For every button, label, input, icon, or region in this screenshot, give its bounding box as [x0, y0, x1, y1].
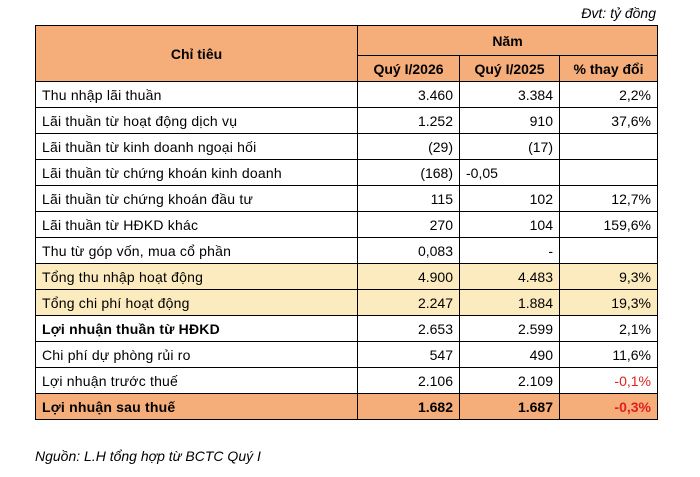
table-row: [36, 238, 658, 264]
header-q2026: Quý I/2026: [358, 56, 460, 82]
value-q2026: 0,083: [358, 238, 460, 264]
table-row: [36, 316, 658, 342]
table-row-highlight: [36, 264, 658, 290]
row-label: Thu nhập lãi thuần: [36, 82, 358, 108]
row-label: Tổng chi phí hoạt động: [36, 290, 358, 316]
value-q2025: 910: [460, 108, 560, 134]
value-q2025: 102: [460, 186, 560, 212]
value-change: 159,6%: [560, 212, 658, 238]
header-year-group: Năm: [358, 26, 658, 56]
table-row: [36, 108, 658, 134]
header-change: % thay đổi: [560, 56, 658, 82]
value-q2026: 3.460: [358, 82, 460, 108]
value-q2025: 104: [460, 212, 560, 238]
value-change: 37,6%: [560, 108, 658, 134]
table-row: [36, 342, 658, 368]
value-change: 2,1%: [560, 316, 658, 342]
value-q2025: 3.384: [460, 82, 560, 108]
value-q2025: 2.109: [460, 368, 560, 394]
value-change: 12,7%: [560, 186, 658, 212]
table-row: [36, 368, 658, 394]
value-q2026: 1.682: [358, 394, 460, 420]
value-q2026: (168): [358, 160, 460, 186]
table-row: [36, 82, 658, 108]
row-label: Chi phí dự phòng rủi ro: [36, 342, 358, 368]
value-change: 19,3%: [560, 290, 658, 316]
value-q2025: -: [460, 238, 560, 264]
table-row-total: [36, 394, 658, 420]
value-change: [560, 134, 658, 160]
unit-note: Đvt: tỷ đồng: [581, 5, 656, 21]
row-label: Lợi nhuận trước thuế: [36, 368, 358, 394]
header-q2025: Quý I/2025: [460, 56, 560, 82]
value-q2026: 2.247: [358, 290, 460, 316]
row-label: Lãi thuần từ hoạt động dịch vụ: [36, 108, 358, 134]
table-row: [36, 134, 658, 160]
value-q2025: 1.687: [460, 394, 560, 420]
value-change: 2,2%: [560, 82, 658, 108]
header-indicator: Chỉ tiêu: [36, 26, 358, 82]
value-q2026: 1.252: [358, 108, 460, 134]
row-label: Lợi nhuận sau thuế: [36, 394, 358, 420]
value-q2026: (29): [358, 134, 460, 160]
value-q2025: -0,05: [460, 160, 560, 186]
value-q2026: 270: [358, 212, 460, 238]
row-label: Lãi thuần từ chứng khoán đầu tư: [36, 186, 358, 212]
table-row: [36, 212, 658, 238]
source-note: Nguồn: L.H tổng hợp từ BCTC Quý I: [35, 448, 261, 464]
value-change: -0,1%: [560, 368, 658, 394]
value-change: 9,3%: [560, 264, 658, 290]
row-label: Tổng thu nhập hoạt động: [36, 264, 358, 290]
value-change: 11,6%: [560, 342, 658, 368]
value-q2025: 2.599: [460, 316, 560, 342]
value-q2026: 2.653: [358, 316, 460, 342]
row-label: Lãi thuần từ chứng khoán kinh doanh: [36, 160, 358, 186]
value-q2025: 1.884: [460, 290, 560, 316]
table-row: [36, 186, 658, 212]
row-label: Lãi thuần từ HĐKD khác: [36, 212, 358, 238]
value-q2025: (17): [460, 134, 560, 160]
value-q2025: 490: [460, 342, 560, 368]
value-q2026: 2.106: [358, 368, 460, 394]
value-change: [560, 160, 658, 186]
value-change: -0,3%: [560, 394, 658, 420]
table-row-highlight: [36, 290, 658, 316]
value-q2026: 547: [358, 342, 460, 368]
row-label: Lãi thuần từ kinh doanh ngoại hối: [36, 134, 358, 160]
row-label: Lợi nhuận thuần từ HĐKD: [36, 316, 358, 342]
value-q2026: 115: [358, 186, 460, 212]
table-row: [36, 160, 658, 186]
row-label: Thu từ góp vốn, mua cổ phần: [36, 238, 358, 264]
value-q2025: 4.483: [460, 264, 560, 290]
financial-table: [35, 25, 658, 420]
value-change: [560, 238, 658, 264]
value-q2026: 4.900: [358, 264, 460, 290]
